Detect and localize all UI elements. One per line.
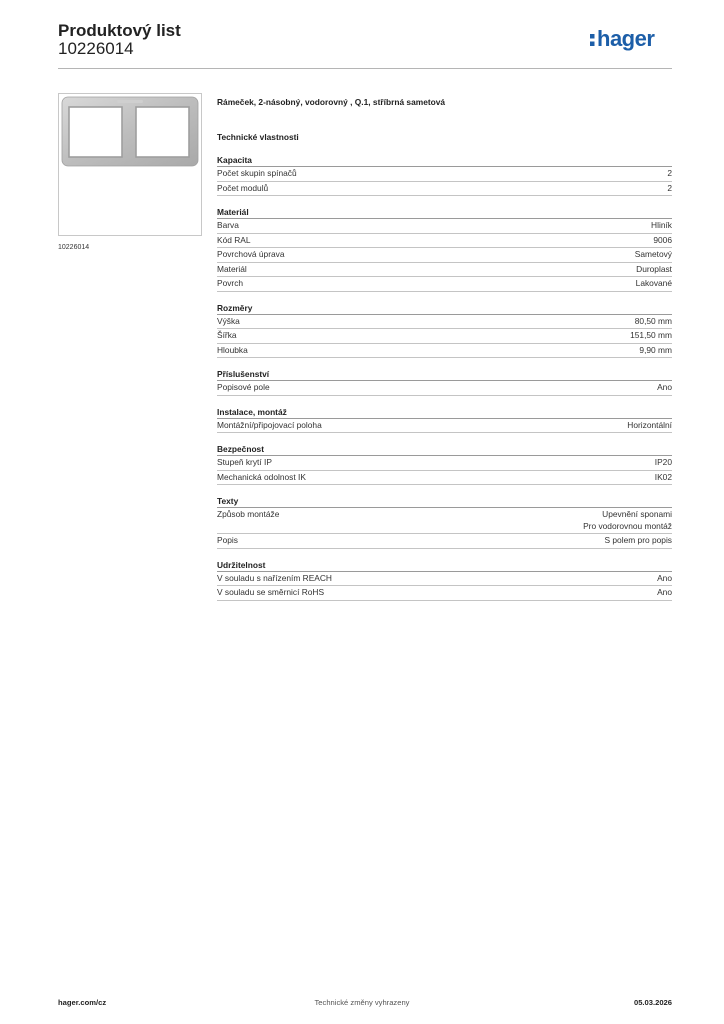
property-row [217, 315, 672, 330]
property-value-line: IP20 [654, 457, 672, 467]
property-row [217, 219, 672, 234]
footer-website: hager.com/cz [58, 998, 107, 1007]
property-value [651, 220, 672, 232]
property-row [217, 329, 672, 344]
property-label: Montážní/připojovací poloha [217, 419, 322, 430]
property-label: Popis [217, 535, 238, 545]
property-label: Popisové pole [217, 382, 270, 392]
property-value [657, 587, 672, 599]
property-row [217, 381, 672, 396]
property-value-line: Ano [657, 572, 672, 583]
property-value [655, 457, 672, 469]
property-group [217, 368, 672, 396]
header-divider [58, 68, 672, 69]
group-title: Rozměry [217, 302, 672, 315]
property-value-line: S polem pro popis [604, 535, 672, 545]
hager-logo [590, 26, 672, 56]
product-image [58, 93, 202, 236]
property-group [217, 443, 672, 485]
property-group [217, 495, 672, 549]
property-value-line: IK02 [654, 471, 672, 482]
property-value [635, 249, 672, 261]
property-groups [217, 154, 672, 601]
property-label: V souladu s nařízením REACH [217, 572, 332, 583]
property-value-line: Ano [657, 382, 672, 392]
group-title: Bezpečnost [217, 443, 672, 456]
product-image-caption: 10226014 [58, 244, 90, 251]
property-group [217, 302, 672, 359]
property-label: Barva [217, 220, 239, 230]
property-value-line: Sametový [634, 249, 672, 259]
property-row [217, 508, 672, 534]
property-row [217, 586, 672, 601]
footer-date: 05.03.2026 [633, 998, 672, 1007]
property-row [217, 419, 672, 434]
property-value-line: 151,50 mm [630, 330, 672, 340]
property-label: Způsob montáže [217, 509, 280, 519]
group-title: Instalace, montáž [217, 406, 672, 419]
property-value [667, 168, 672, 180]
property-row [217, 572, 672, 587]
property-row [217, 234, 672, 249]
property-row [217, 456, 672, 471]
property-group [217, 154, 672, 196]
property-label: Počet modulů [217, 182, 269, 193]
property-row [217, 471, 672, 486]
two-gang-frame-icon [59, 94, 201, 235]
property-value [653, 235, 672, 247]
property-label: Stupeň krytí IP [217, 457, 272, 467]
property-label: Povrchová úprava [217, 249, 285, 259]
property-value [655, 472, 672, 484]
document-title: Produktový list [58, 21, 181, 40]
product-details [217, 95, 672, 601]
property-value [630, 330, 672, 342]
property-value [636, 278, 672, 290]
property-value [657, 573, 672, 585]
property-group [217, 206, 672, 292]
product-number: 10226014 [58, 39, 134, 58]
logo-wordmark: hager [597, 26, 655, 51]
property-row [217, 182, 672, 197]
property-row [217, 167, 672, 182]
property-label: Výška [217, 315, 240, 326]
property-label: Hloubka [217, 344, 248, 355]
property-value-line: Pro vodorovnou montáž [583, 520, 672, 531]
property-value-line: Lakované [635, 278, 672, 288]
property-value-line: Ano [657, 587, 672, 597]
property-value-line: Duroplast [636, 263, 672, 274]
group-title: Texty [217, 495, 672, 508]
property-label: Materiál [217, 263, 247, 274]
property-value [583, 509, 672, 532]
property-value-line: 2 [667, 168, 672, 178]
property-value [639, 345, 672, 357]
property-row [217, 344, 672, 359]
property-label: Šířka [217, 330, 237, 340]
property-row [217, 263, 672, 278]
group-title: Materiál [217, 206, 672, 219]
group-title: Udržitelnost [217, 559, 672, 572]
property-row [217, 277, 672, 292]
group-title: Příslušenství [217, 368, 672, 381]
property-label: V souladu se směrnicí RoHS [217, 587, 325, 597]
footer-notice: Technické změny vyhrazeny [314, 998, 410, 1007]
property-value-line: 9006 [653, 234, 672, 245]
property-value-line: Upevnění sponami [602, 509, 672, 519]
property-value [635, 316, 672, 328]
property-label: Povrch [217, 278, 244, 288]
product-name: Rámeček, 2-násobný, vodorovný , Q.1, stříbrná sametová [217, 97, 446, 107]
property-value-line: Horizontální [627, 419, 672, 430]
technical-properties-heading: Technické vlastnosti [217, 132, 299, 142]
property-value [667, 183, 672, 195]
property-group [217, 406, 672, 434]
group-title: Kapacita [217, 154, 672, 167]
property-label: Mechanická odolnost IK [217, 471, 306, 482]
property-value [636, 264, 672, 276]
property-row [217, 534, 672, 549]
property-row [217, 248, 672, 263]
property-value-line: 80,50 mm [634, 315, 672, 326]
property-value [657, 382, 672, 394]
property-group [217, 559, 672, 601]
property-value [627, 420, 672, 432]
property-value [604, 535, 672, 547]
property-value-line: Hliník [651, 220, 672, 230]
property-label: Kód RAL [217, 234, 251, 245]
property-value-line: 2 [667, 182, 672, 193]
property-value-line: 9,90 mm [639, 344, 672, 355]
page-header [58, 20, 672, 68]
property-label: Počet skupin spínačů [217, 168, 297, 178]
